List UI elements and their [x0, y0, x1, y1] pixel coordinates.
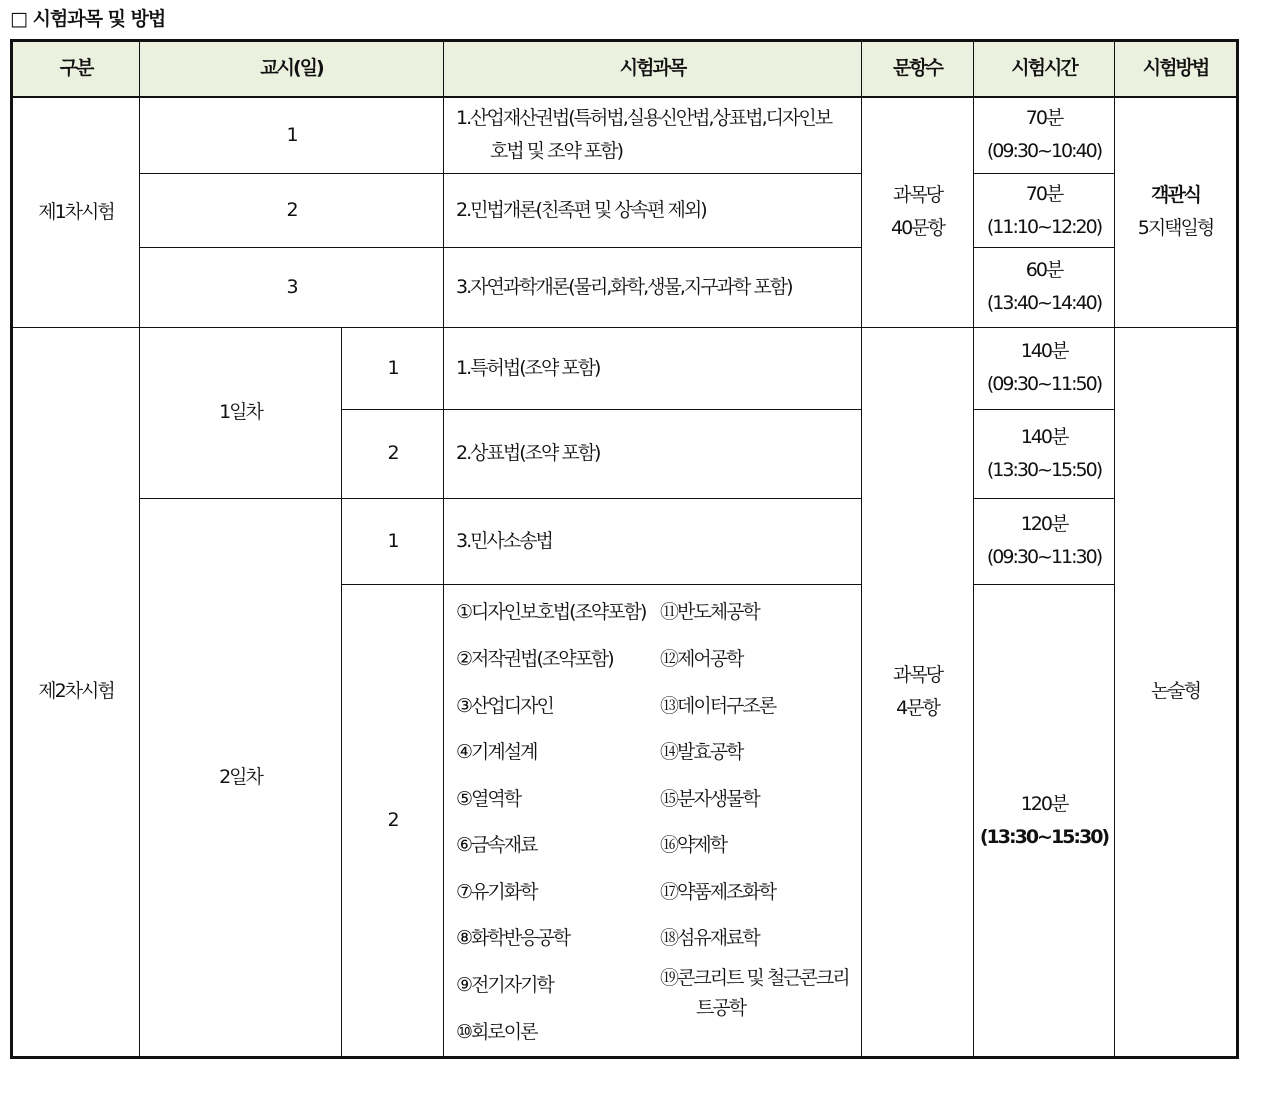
list-item: ⑨전기자기학 [456, 974, 553, 997]
list-item: ③산업디자인 [456, 694, 553, 717]
exam-time-range: (09:30~10:40) [986, 140, 1102, 163]
header-category: 구분 [12, 41, 140, 97]
num-questions-line: 4문항 [896, 696, 939, 719]
exam-time-range: (11:10~12:20) [986, 215, 1102, 238]
header-exam-method: 시험방법 [1115, 41, 1238, 97]
exam-time-range: (13:30~15:30) [979, 825, 1109, 848]
table-row [12, 97, 1238, 174]
exam-method-line: 객관식 [1150, 184, 1201, 207]
table-row [12, 174, 1238, 248]
subject-cell: 3.민사소송법 [444, 498, 862, 584]
exam-duration: 60분 [1025, 259, 1063, 282]
table-row [12, 248, 1238, 327]
list-item: ④기계설계 [456, 741, 537, 764]
list-item: ⑥금속재료 [456, 834, 537, 857]
list-item: ⑫제어공학 [660, 647, 743, 670]
exam-subjects-table [10, 39, 1239, 1059]
list-item: ⑭발효공학 [660, 741, 743, 764]
exam-time-range: (09:30~11:50) [986, 373, 1102, 396]
exam-method-line: 5지택일형 [1137, 217, 1214, 240]
day-cell: 1일차 [140, 327, 342, 498]
period-cell: 1 [342, 327, 444, 409]
exam-duration: 70분 [1025, 182, 1063, 205]
exam-duration: 120분 [1020, 513, 1068, 536]
list-item: ⑱섬유재료학 [660, 927, 759, 950]
list-item-line: 트공학 [696, 997, 746, 1020]
list-item: ⑩회로이론 [456, 1020, 537, 1043]
period-cell: 3 [140, 248, 444, 327]
header-exam-time: 시험시간 [974, 41, 1115, 97]
header-period: 교시(일) [140, 41, 444, 97]
subject-cell [444, 97, 862, 174]
list-item: ⑮분자생물학 [660, 787, 759, 810]
num-questions-line: 40문항 [891, 217, 944, 240]
exam-time-cell [974, 248, 1115, 327]
exam-duration: 140분 [1020, 425, 1068, 448]
table-row [12, 498, 1238, 584]
list-item: ⑯약제학 [660, 834, 727, 857]
list-item: ②저작권법(조약포함) [456, 647, 613, 670]
num-questions-line: 과목당 [892, 184, 943, 207]
num-questions-line: 과목당 [892, 663, 943, 686]
section-title: □ 시험과목 및 방법 [10, 8, 166, 30]
subject-line: 1.산업재산권법(특허법,실용신안법,상표법,디자인보 [456, 107, 832, 130]
first-exam-label: 제1차시험 [12, 97, 140, 327]
list-item: ⑬데이터구조론 [660, 694, 776, 717]
exam-time-range: (13:30~15:50) [986, 458, 1102, 481]
period-cell: 1 [140, 97, 444, 174]
subject-line: 호법 및 조약 포함) [490, 140, 623, 163]
day-cell: 2일차 [140, 498, 342, 1057]
exam-duration: 120분 [1020, 792, 1068, 815]
list-item-line: ⑲콘크리트 및 철근콘크리 [660, 967, 849, 990]
header-num-questions: 문항수 [862, 41, 974, 97]
exam-method-cell: 논술형 [1115, 327, 1238, 1057]
list-item: ⑦유기화학 [456, 880, 537, 903]
list-item: ⑰약품제조화학 [660, 880, 776, 903]
exam-time-cell [974, 585, 1115, 1058]
elective-list [456, 589, 853, 1055]
subject-cell: 3.자연과학개론(물리,화학,생물,지구과학 포함) [444, 248, 862, 327]
subject-cell: 1.특허법(조약 포함) [444, 327, 862, 409]
period-cell: 2 [342, 409, 444, 498]
exam-duration: 140분 [1020, 340, 1068, 363]
exam-method-cell [1115, 97, 1238, 327]
subject-cell: 2.민법개론(친족편 및 상속편 제외) [444, 174, 862, 248]
exam-time-range: (13:40~14:40) [986, 292, 1102, 315]
exam-time-range: (09:30~11:30) [986, 546, 1102, 569]
header-row [12, 41, 1238, 97]
exam-time-cell [974, 174, 1115, 248]
num-questions-cell [862, 327, 974, 1057]
exam-time-cell [974, 327, 1115, 409]
list-item [660, 947, 860, 1023]
header-subjects: 시험과목 [444, 41, 862, 97]
exam-time-cell [974, 97, 1115, 174]
list-item: ⑪반도체공학 [660, 601, 759, 624]
list-item: ①디자인보호법(조약포함) [456, 601, 646, 624]
list-item: ⑤열역학 [456, 787, 521, 810]
table-row [12, 327, 1238, 409]
list-item: ⑧화학반응공학 [456, 927, 570, 950]
subject-cell: 2.상표법(조약 포함) [444, 409, 862, 498]
second-exam-label: 제2차시험 [12, 327, 140, 1057]
period-cell: 2 [342, 585, 444, 1058]
exam-time-cell [974, 409, 1115, 498]
elective-subjects-cell [444, 585, 862, 1058]
exam-time-cell [974, 498, 1115, 584]
exam-duration: 70분 [1025, 107, 1063, 130]
period-cell: 2 [140, 174, 444, 248]
period-cell: 1 [342, 498, 444, 584]
num-questions-cell [862, 97, 974, 327]
